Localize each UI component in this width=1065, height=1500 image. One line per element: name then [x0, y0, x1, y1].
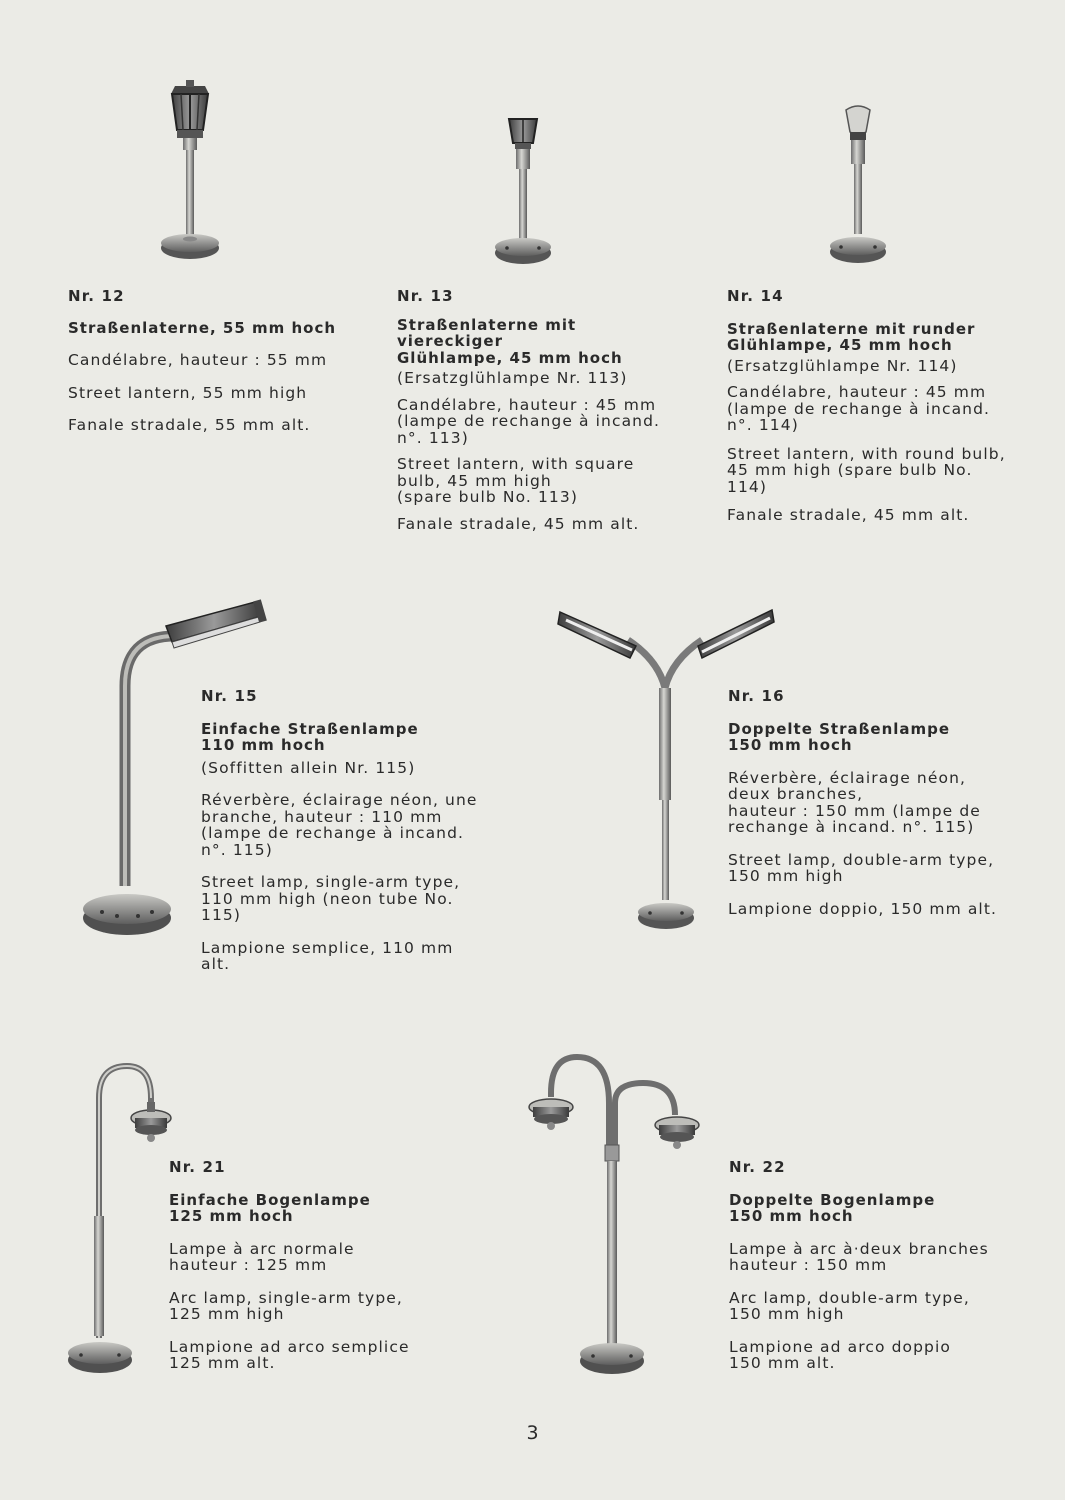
product-21-text	[169, 1159, 454, 1372]
product-desc-it: Lampione semplice, 110 mm alt.	[201, 938, 454, 973]
product-desc-it: Lampione ad arco semplice 125 mm alt.	[169, 1337, 410, 1372]
product-spare-part: (Soffitten allein Nr. 115)	[201, 758, 416, 777]
product-desc-fr: Candélabre, hauteur : 45 mm (lampe de rechange à incand. n°. 114)	[727, 383, 991, 434]
lamp-21-image	[65, 1058, 180, 1378]
product-title: Einfache Straßenlampe 110 mm hoch	[201, 719, 419, 754]
product-title: Doppelte Straßenlampe 150 mm hoch	[728, 719, 951, 754]
product-desc-fr: Lampe à arc à·deux branches hauteur : 150 mm	[729, 1239, 989, 1274]
product-desc-it: Lampione ad arco doppio 150 mm alt.	[729, 1337, 951, 1372]
product-title: Einfache Bogenlampe 125 mm hoch	[169, 1190, 371, 1225]
product-desc-fr: Candélabre, hauteur : 45 mm (lampe de rechange à incand. n°. 113)	[397, 395, 661, 447]
product-desc-fr: Candélabre, hauteur : 55 mm	[68, 351, 328, 369]
product-spare-part: (Ersatzglühlampe Nr. 113)	[397, 369, 628, 387]
product-desc-fr: Réverbère, éclairage néon, deux branches, hauteur : 150 mm (lampe de rechange à incand. n°. 115)	[728, 768, 981, 836]
product-14-text	[727, 288, 1012, 524]
product-desc-it: Fanale stradale, 55 mm alt.	[68, 416, 311, 434]
product-desc-it: Lampione doppio, 150 mm alt.	[728, 899, 998, 918]
product-desc-en: Arc lamp, double-arm type, 150 mm high	[729, 1288, 970, 1323]
product-desc-en: Street lamp, double-arm type, 150 mm high	[728, 850, 995, 885]
product-number: Nr. 12	[68, 287, 125, 305]
product-number: Nr. 22	[729, 1158, 786, 1176]
product-16-text	[728, 688, 1013, 917]
product-desc-it: Fanale stradale, 45 mm alt.	[397, 514, 640, 533]
product-15-text	[201, 688, 486, 973]
product-desc-fr: Lampe à arc normale hauteur : 125 mm	[169, 1239, 355, 1274]
product-number: Nr. 14	[727, 287, 784, 305]
product-title: Straßenlaterne mit runder Glühlampe, 45 mm hoch	[727, 319, 976, 354]
product-desc-en: Arc lamp, single-arm type, 125 mm high	[169, 1288, 403, 1323]
product-12-text	[68, 288, 338, 434]
product-desc-en: Street lantern, with square bulb, 45 mm high (spare bulb No. 113)	[397, 455, 635, 506]
product-desc-fr: Réverbère, éclairage néon, une branche, hauteur : 110 mm (lampe de rechange à incand. n°. 115)	[201, 791, 478, 859]
product-number: Nr. 16	[728, 687, 785, 705]
product-desc-en: Street lantern, with round bulb, 45 mm high (spare bulb No. 114)	[727, 444, 1006, 496]
product-22-text	[729, 1159, 1014, 1372]
product-number: Nr. 15	[201, 687, 258, 705]
product-number: Nr. 13	[397, 287, 454, 305]
page-number: 3	[526, 1422, 539, 1444]
product-spare-part: (Ersatzglühlampe Nr. 114)	[727, 356, 958, 375]
product-title: Straßenlaterne mit viereckiger Glühlampe, 45 mm hoch	[397, 315, 623, 367]
product-desc-it: Fanale stradale, 45 mm alt.	[727, 506, 970, 524]
product-title: Doppelte Bogenlampe 150 mm hoch	[729, 1190, 936, 1225]
lamp-22-image	[525, 1053, 705, 1375]
product-desc-en: Street lantern, 55 mm high	[68, 383, 308, 402]
lamp-13-image	[493, 115, 553, 265]
lamp-14-image	[828, 102, 888, 264]
product-desc-en: Street lamp, single-arm type, 110 mm high (neon tube No. 115)	[201, 873, 461, 924]
product-13-text	[397, 288, 672, 532]
lamp-12-image	[155, 78, 225, 263]
product-number: Nr. 21	[169, 1158, 226, 1176]
product-title: Straßenlaterne, 55 mm hoch	[68, 318, 337, 337]
